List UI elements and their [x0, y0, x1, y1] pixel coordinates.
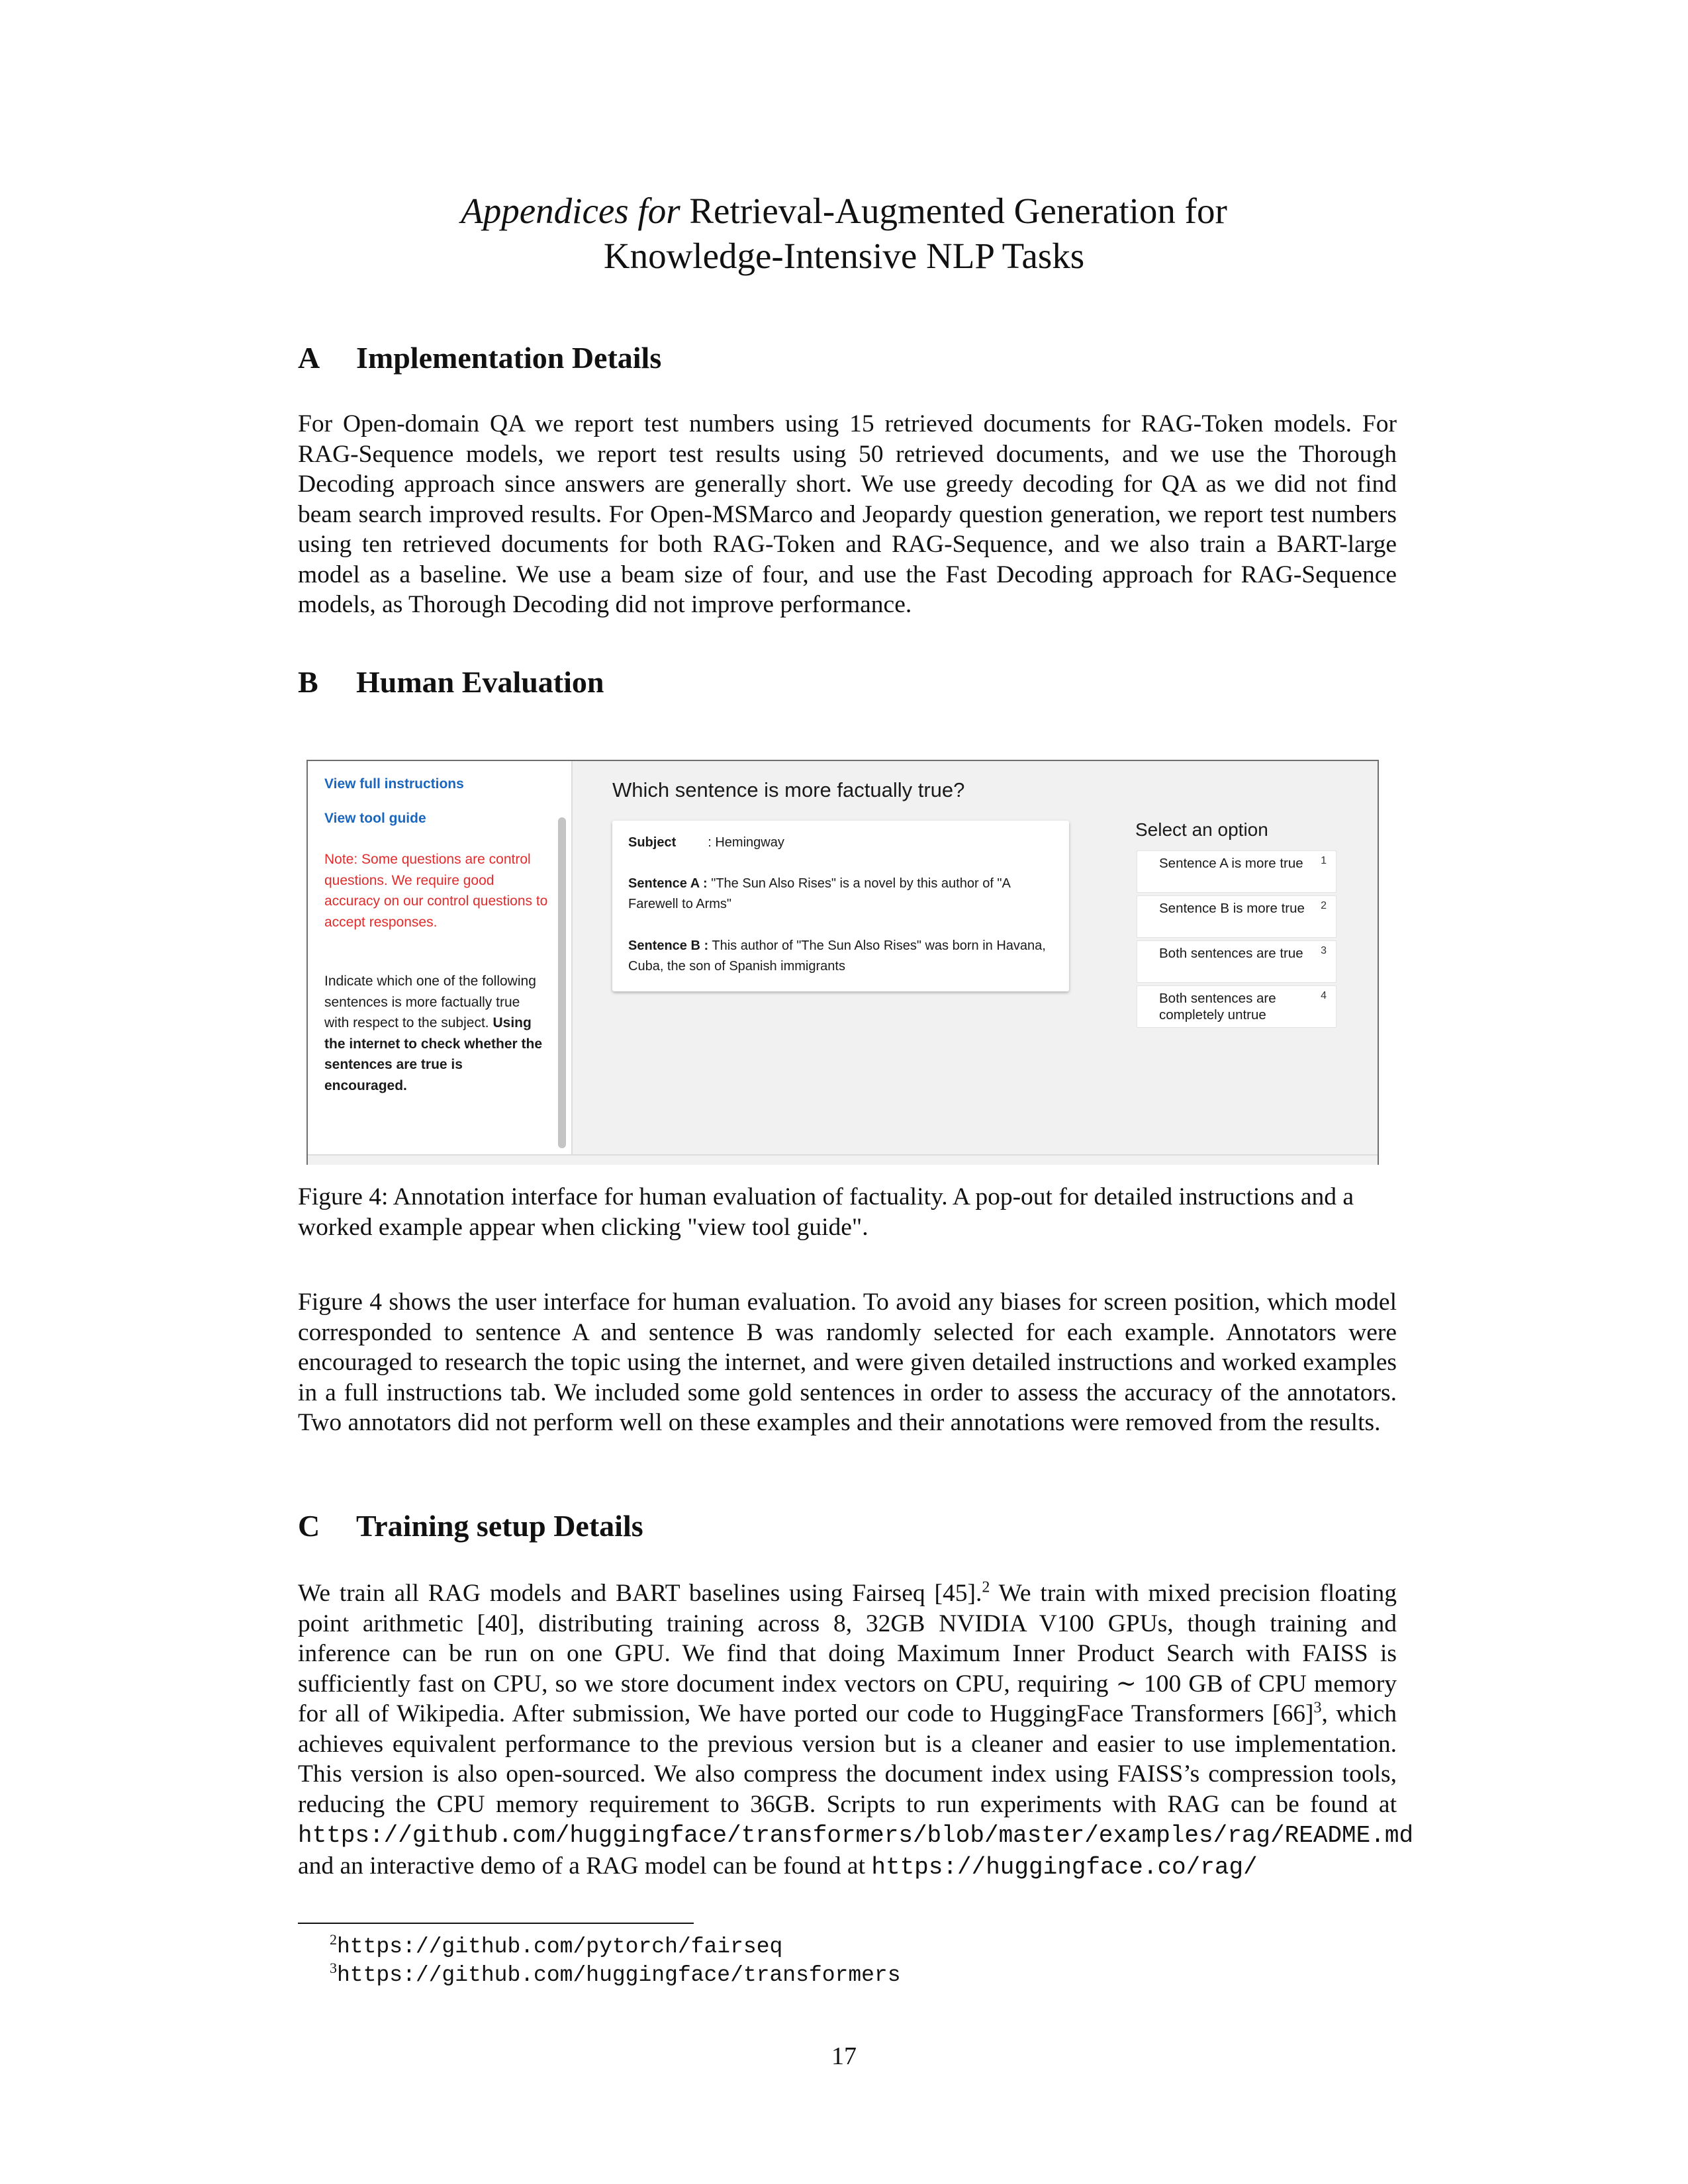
- subject-line: [628, 833, 1052, 853]
- annotation-interface-figure: [306, 760, 1379, 1165]
- rag-demo-link[interactable]: https://huggingface.co/rag/: [871, 1853, 1258, 1881]
- title-line1: Retrieval-Augmented Generation for: [680, 191, 1227, 231]
- footnote-2: [330, 1931, 783, 1960]
- task-instructions: [324, 971, 546, 1096]
- section-c-text-3: , which achieves equivalent performance to the previous version but is a cleaner and easier to use implementation. This version is also open-sourced. We also compress the document index using FAISS’s compression tools, reducing the CPU memory requirement to 36GB. Scripts to run experiments with RAG can be found at: [298, 1700, 1397, 1818]
- option-label: Sentence B is more true: [1159, 901, 1305, 916]
- view-full-instructions-link[interactable]: View full instructions: [324, 776, 464, 792]
- instructions-sidebar: [308, 761, 573, 1154]
- option-label: Both sentences are true: [1159, 946, 1303, 961]
- section-a-title: Implementation Details: [356, 341, 662, 375]
- paper-title: [0, 189, 1688, 279]
- page-number: 17: [831, 2042, 857, 2070]
- footnote-3-url[interactable]: https://github.com/huggingface/transformers: [337, 1963, 901, 1987]
- ui-bottom-divider: [308, 1154, 1378, 1156]
- question-heading: Which sentence is more factually true?: [612, 778, 965, 801]
- option-both-true[interactable]: [1137, 940, 1336, 983]
- footnote-3-ref[interactable]: 3: [1313, 1699, 1322, 1717]
- figure-4-caption: Figure 4: Annotation interface for human evaluation of factuality. A pop-out for detailed instructions and a worked example appear when clicking "view tool guide".: [298, 1183, 1354, 1241]
- sentence-b-label: Sentence B :: [628, 938, 709, 953]
- footnote-3: [330, 1962, 901, 1989]
- section-c-heading: [298, 1508, 643, 1545]
- section-c-text-4: and an interactive demo of a RAG model can be found at: [298, 1852, 872, 1880]
- footnote-3-mark: 3: [330, 1960, 337, 1976]
- control-questions-note: Note: Some questions are control questions. We require good accuracy on our control questions to accept responses.: [324, 852, 548, 930]
- footnote-2-url[interactable]: https://github.com/pytorch/fairseq: [337, 1934, 783, 1959]
- task-instructions-emphasis: Using the internet to check whether the sentences are true is encouraged.: [324, 1015, 543, 1093]
- sentence-card: [612, 821, 1069, 991]
- option-b-more-true[interactable]: [1137, 895, 1336, 938]
- section-b-number: B: [298, 665, 318, 699]
- sentence-a-text: "The Sun Also Rises" is a novel by this author of "A Farewell to Arms": [628, 876, 1010, 911]
- section-c-body: [298, 1578, 1414, 1882]
- sentence-a-label: Sentence A :: [628, 876, 708, 891]
- section-c-text-2: We train with mixed precision floating point arithmetic [40], distributing training across 8, 32GB NVIDIA V100 GPUs, though training and inference can be run on one GPU. We find that doing Maximum Inner Product Search with FAISS is sufficiently fast on CPU, so we store document index vectors on CPU, requiring ∼ 100 GB of CPU memory for all of Wikipedia. After submission, We have ported our code to HuggingFace Transformers [66]: [298, 1580, 1397, 1727]
- option-shortcut-key: 4: [1321, 990, 1327, 1001]
- section-c-text-1: We train all RAG models and BART baselines using Fairseq [45].: [298, 1580, 982, 1607]
- section-a-heading: [298, 340, 661, 377]
- subject-value: : Hemingway: [708, 835, 784, 850]
- option-shortcut-key: 2: [1321, 900, 1327, 911]
- sentence-b-text: This author of "The Sun Also Rises" was born in Havana, Cuba, the son of Spanish immigrants: [628, 938, 1046, 974]
- section-a-body: For Open-domain QA we report test numbers using 15 retrieved documents for RAG-Token models. For RAG-Sequence models, we report test results using 50 retrieved documents, and we use the Thorough Decoding approach since answers are generally short. We use greedy decoding for QA as we did not find beam search improved results. For Open-MSMarco and Jeopardy question generation, we report test numbers using ten retrieved documents for both RAG-Token and RAG-Sequence, and we also train a BART-large model as a baseline. We use a beam size of four, and use the Fast Decoding approach for RAG-Sequence models, as Thorough Decoding did not improve performance.: [298, 410, 1397, 618]
- task-instructions-text: Indicate which one of the following sentences is more factually true with respect to the subject.: [324, 974, 536, 1030]
- section-c-number: C: [298, 1509, 320, 1543]
- section-a-number: A: [298, 341, 320, 375]
- sidebar-scrollbar[interactable]: [558, 817, 566, 1148]
- footnote-2-ref[interactable]: 2: [982, 1578, 990, 1596]
- section-b-title: Human Evaluation: [356, 665, 604, 699]
- sentence-b: [628, 936, 1052, 977]
- rag-readme-link[interactable]: https://github.com/huggingface/transformers/blob/master/examples/rag/README.md: [298, 1822, 1414, 1849]
- view-tool-guide-link[interactable]: View tool guide: [324, 811, 426, 826]
- section-b-body: Figure 4 shows the user interface for human evaluation. To avoid any biases for screen position, which model corresponded to sentence A and sentence B was randomly selected for each example. Annotators were encouraged to research the topic using the internet, and were given detailed instructions and worked examples in a full instructions tab. We included some gold sentences in order to assess the accuracy of the annotators. Two annotators did not perform well on these examples and their annotations were removed from the results.: [298, 1289, 1397, 1436]
- option-label: Sentence A is more true: [1159, 856, 1303, 871]
- select-option-heading: Select an option: [1135, 819, 1268, 840]
- footnote-2-mark: 2: [330, 1931, 337, 1948]
- option-a-more-true[interactable]: [1137, 850, 1336, 893]
- footnote-divider: [298, 1923, 694, 1924]
- option-shortcut-key: 3: [1321, 945, 1327, 956]
- title-italic-prefix: Appendices for: [461, 191, 680, 231]
- option-label: Both sentences are completely untrue: [1159, 991, 1276, 1023]
- section-b-heading: [298, 664, 604, 701]
- sentence-a: [628, 874, 1052, 915]
- subject-label: Subject: [628, 835, 677, 850]
- option-both-untrue[interactable]: [1137, 985, 1336, 1028]
- section-c-title: Training setup Details: [356, 1509, 643, 1543]
- title-line2: Knowledge-Intensive NLP Tasks: [603, 236, 1085, 276]
- option-shortcut-key: 1: [1321, 855, 1327, 866]
